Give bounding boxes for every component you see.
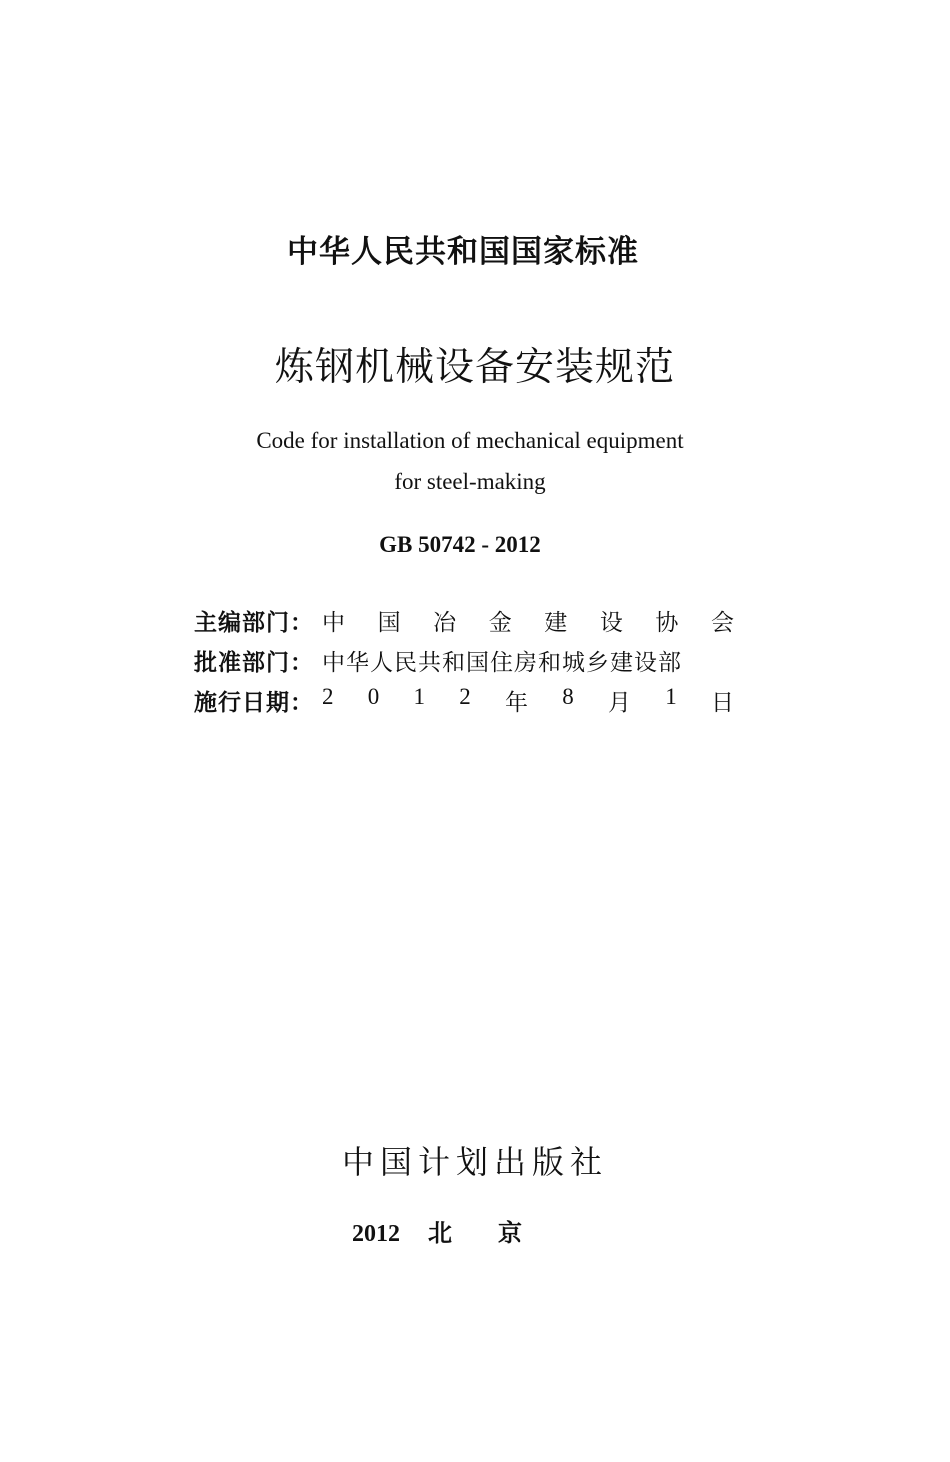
publication-place <box>0 1213 935 1248</box>
date-char: 1 <box>665 683 677 709</box>
editor-char: 金 <box>488 609 512 636</box>
approver-value: 中华人民共和国住房和城乡建设部 <box>322 649 682 676</box>
editor-value <box>322 604 734 637</box>
editor-char: 会 <box>710 609 734 636</box>
publisher: 中国计划出版社 <box>341 1143 608 1181</box>
effective-date-value <box>322 684 734 717</box>
title-english-line-1: Code for installation of mechanical equipment <box>256 428 684 453</box>
editor-char: 设 <box>599 609 623 636</box>
effective-date-row <box>194 680 734 720</box>
editor-char: 国 <box>377 609 401 636</box>
date-char: 8 <box>562 683 574 709</box>
editor-char: 建 <box>544 609 568 636</box>
date-char: 年 <box>505 689 528 715</box>
date-char: 1 <box>413 683 425 709</box>
date-char: 日 <box>711 689 734 715</box>
approver-label: 批准部门： <box>194 649 314 676</box>
date-char: 2 <box>322 683 334 709</box>
date-char: 0 <box>367 683 380 709</box>
series-title: 中华人民共和国国家标准 <box>287 234 639 270</box>
editor-char: 中 <box>322 609 345 636</box>
editor-char: 协 <box>655 609 679 636</box>
title-chinese: 炼钢机械设备安装规范 <box>274 345 675 390</box>
approver-row <box>194 640 734 680</box>
date-char: 2 <box>459 683 471 709</box>
title-english <box>0 420 945 502</box>
publication-city: 北京 <box>428 1219 568 1247</box>
standard-number: GB 50742 - 2012 <box>379 532 541 557</box>
metadata-block <box>194 600 734 720</box>
title-english-line-2: for steel-making <box>394 469 546 494</box>
date-char: 月 <box>608 689 631 715</box>
editor-row <box>194 600 734 640</box>
publication-year: 2012 <box>352 1221 400 1247</box>
effective-date-label: 施行日期： <box>194 689 314 716</box>
editor-char: 冶 <box>433 609 457 636</box>
editor-label: 主编部门： <box>194 609 314 636</box>
